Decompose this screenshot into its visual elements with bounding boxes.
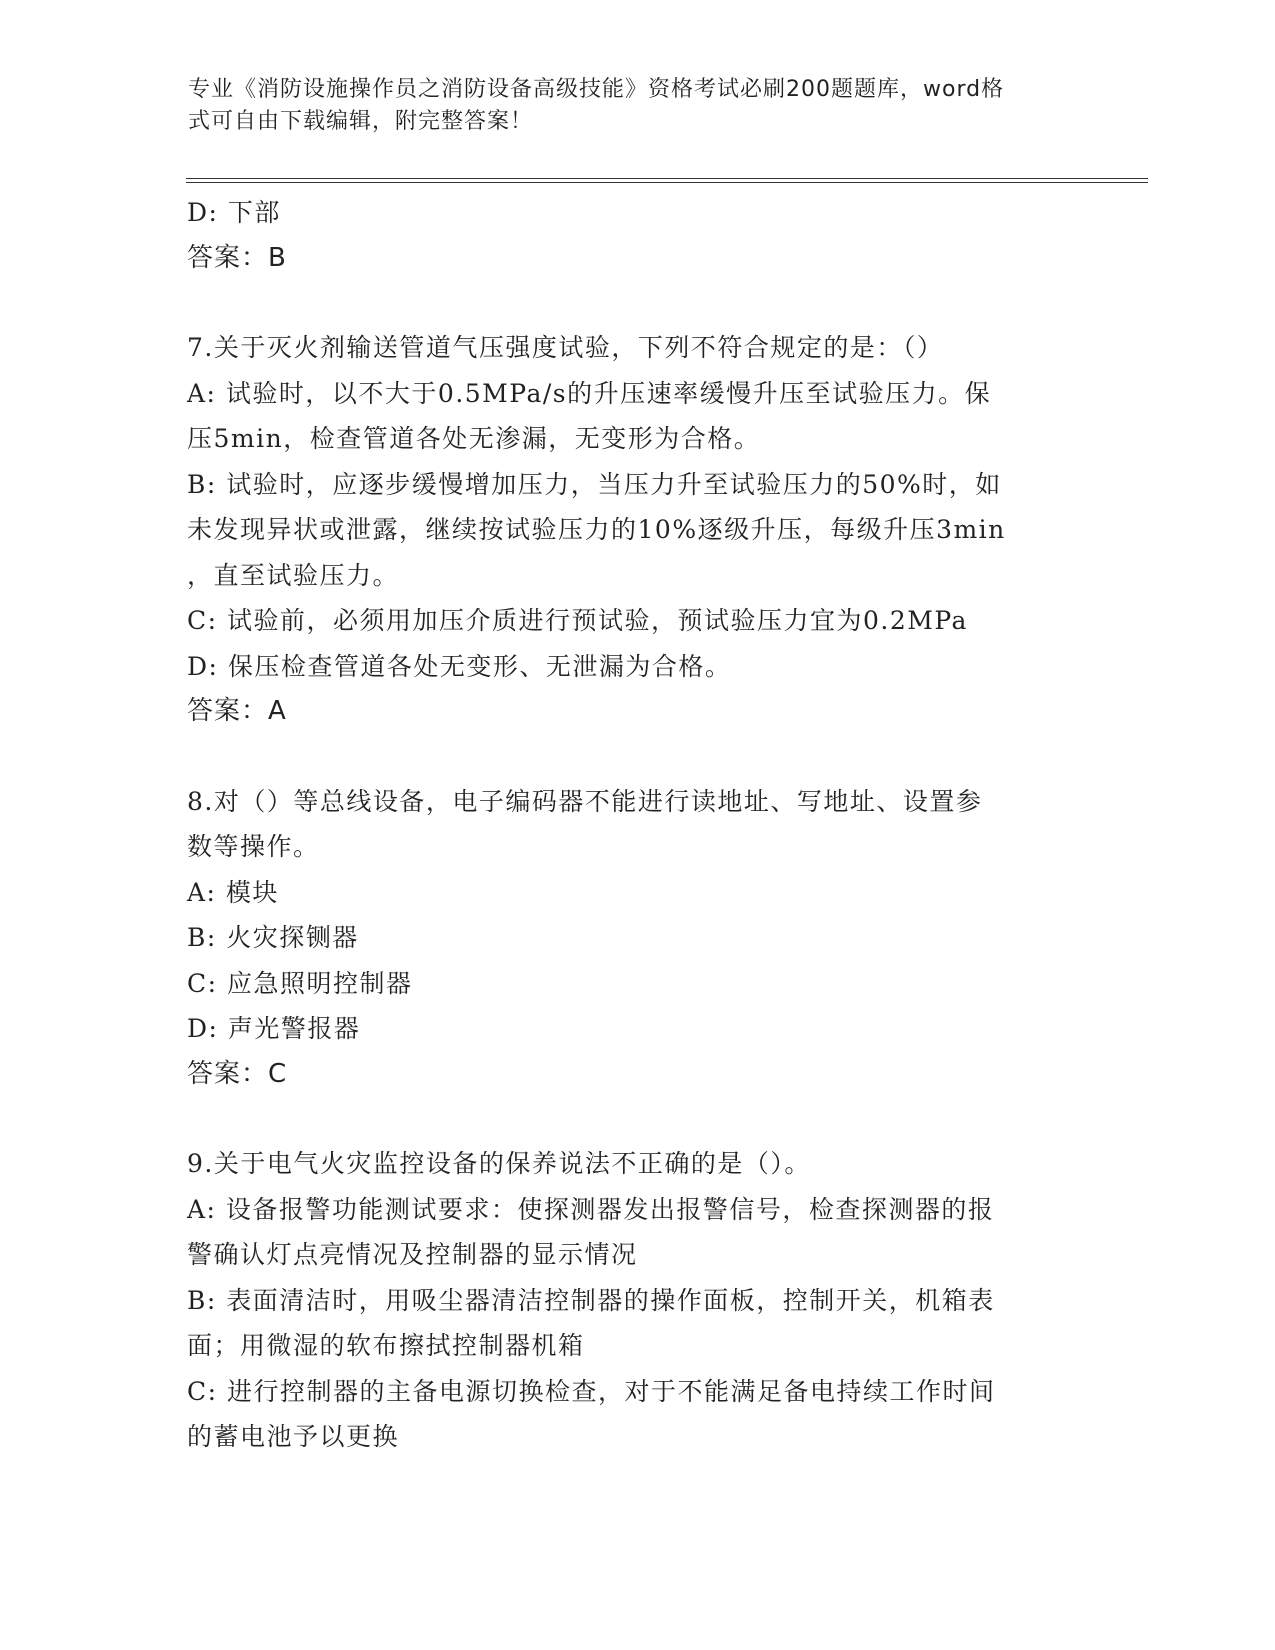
option-d-line-1: D: 保压检查管道各处无变形、无泄漏为合格。 bbox=[187, 651, 732, 681]
option-a-line-1: A: 设备报警功能测试要求：使探测器发出报警信号，检查探测器的报 bbox=[187, 1194, 995, 1224]
option-b-line-3: ，直至试验压力。 bbox=[187, 560, 400, 590]
option-b: B: 火灾探铡器 bbox=[187, 923, 359, 952]
option-c-line-1: C: 试验前，必须用加压介质进行预试验，预试验压力宜为0.2MPa bbox=[187, 606, 968, 635]
option-b-line-1: B: 表面清洁时，用吸尘器清洁控制器的操作面板，控制开关，机箱表 bbox=[187, 1285, 995, 1315]
question-9 bbox=[187, 1141, 1077, 1460]
option-a bbox=[187, 371, 1077, 462]
header-rule-bottom bbox=[186, 182, 1148, 183]
option-b-line-2: 未发现异状或泄露，继续按试验压力的10%逐级升压，每级升压3min bbox=[187, 515, 1006, 544]
option-c bbox=[187, 1369, 1077, 1460]
option-c bbox=[187, 598, 1077, 644]
header-line-1: 专业《消防设施操作员之消防设备高级技能》资格考试必刷200题题库，word格 bbox=[188, 77, 1005, 102]
question-stem: 9.关于电气火灾监控设备的保养说法不正确的是（）。 bbox=[187, 1149, 811, 1178]
option-d: D: 下部 bbox=[187, 198, 281, 227]
option-c-line-1: C: 进行控制器的主备电源切换检查，对于不能满足备电持续工作时间 bbox=[187, 1376, 996, 1406]
option-c: C: 应急照明控制器 bbox=[187, 968, 413, 998]
option-a-line-1: A: 试验时，以不大于0.5MPa/s的升压速率缓慢升压至试验压力。保 bbox=[187, 378, 992, 408]
document-header bbox=[188, 74, 1068, 138]
question-stem-line-1: 8.对（）等总线设备，电子编码器不能进行读地址、写地址、设置参 bbox=[187, 786, 983, 816]
option-b bbox=[187, 462, 1077, 599]
option-b-line-2: 面；用微湿的软布擦拭控制器机箱 bbox=[187, 1331, 585, 1360]
option-d: D: 声光警报器 bbox=[187, 1014, 361, 1043]
header-line-2: 式可自由下载编辑，附完整答案！ bbox=[188, 109, 534, 134]
question-7 bbox=[187, 325, 1077, 735]
option-d bbox=[187, 644, 1077, 690]
question-stem-line-2: 数等操作。 bbox=[187, 832, 320, 861]
question-stem: 7.关于灭火剂输送管道气压强度试验，下列不符合规定的是：（） bbox=[187, 333, 944, 362]
header-rule-top bbox=[186, 178, 1148, 179]
option-a: A: 模块 bbox=[187, 877, 279, 907]
option-a-line-2: 警确认灯点亮情况及控制器的显示情况 bbox=[187, 1240, 638, 1269]
option-c-line-2: 的蓄电池予以更换 bbox=[187, 1422, 400, 1451]
answer: 答案：C bbox=[187, 1058, 288, 1089]
answer: 答案：B bbox=[187, 242, 287, 273]
previous-question-tail bbox=[187, 190, 1077, 281]
option-b bbox=[187, 1278, 1077, 1369]
document-body bbox=[187, 190, 1077, 1460]
option-b-line-1: B: 试验时，应逐步缓慢增加压力，当压力升至试验压力的50%时，如 bbox=[187, 469, 1002, 499]
option-a bbox=[187, 1187, 1077, 1278]
option-a-line-2: 压5min，检查管道各处无渗漏，无变形为合格。 bbox=[187, 424, 761, 453]
answer: 答案：A bbox=[187, 696, 287, 726]
question-8 bbox=[187, 779, 1077, 1098]
